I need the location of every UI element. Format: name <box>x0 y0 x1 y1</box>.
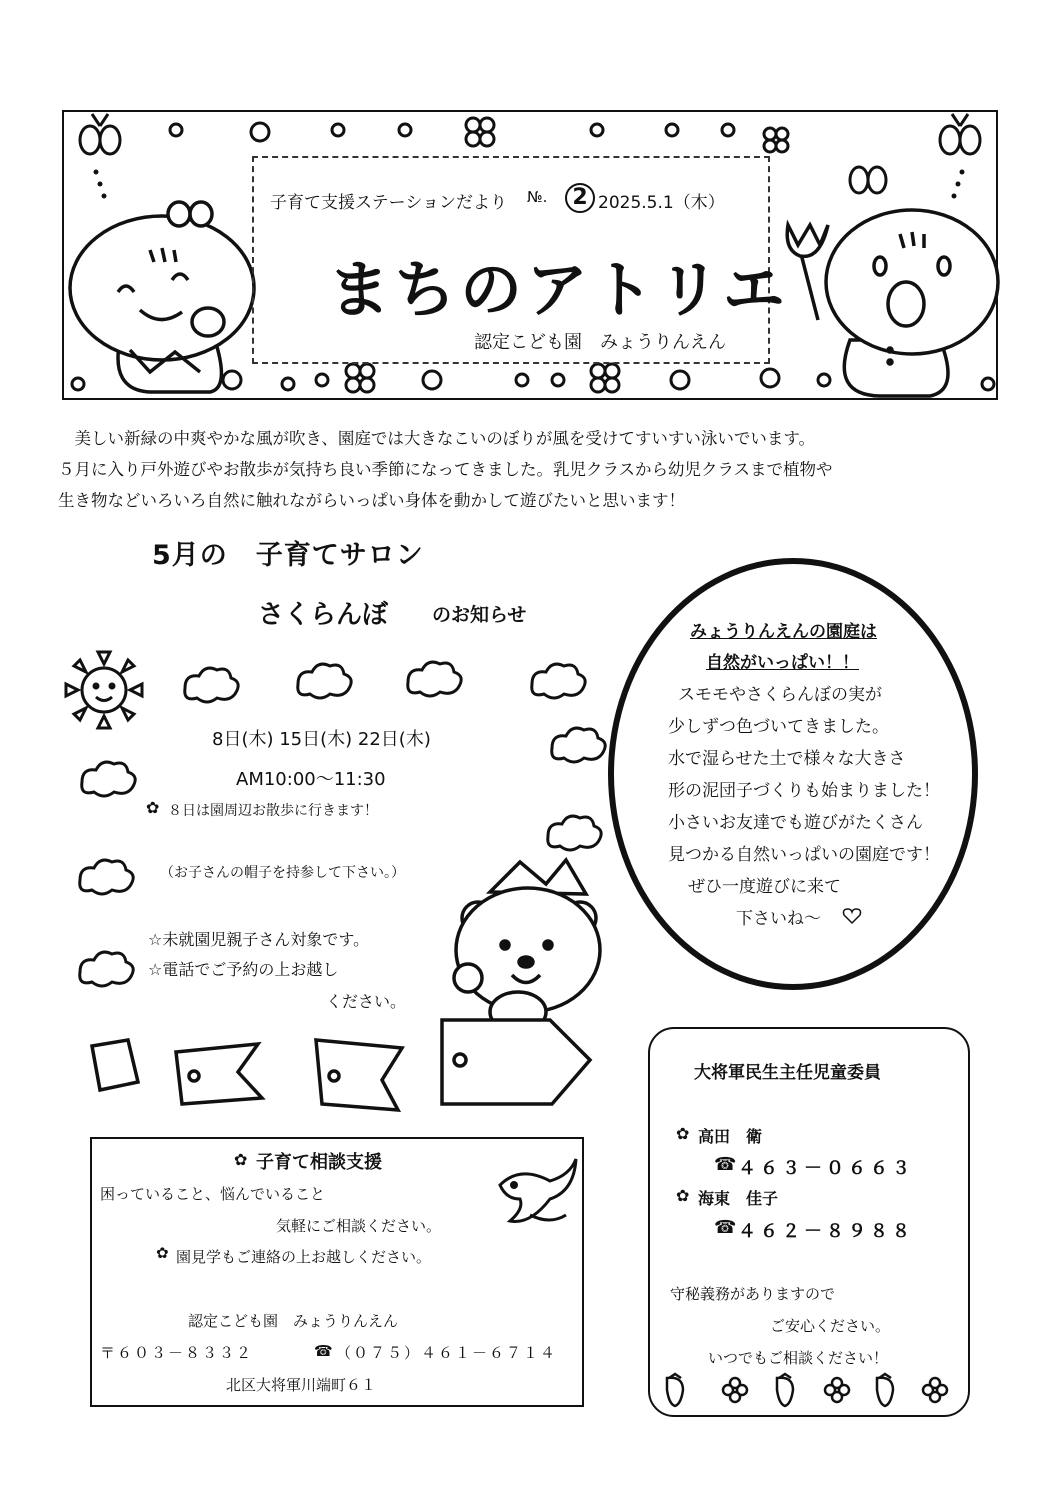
flower-icon: ✿ <box>234 1150 248 1169</box>
newsletter-subtitle: 子育て支援ステーションだより <box>270 193 507 213</box>
publisher-name: 認定こども園 みょうりんえん <box>474 332 726 353</box>
koinobori-illustration <box>92 1020 590 1110</box>
salon-dates: 8日(木) 15日(木) 22日(木) <box>212 729 431 750</box>
salon-notice: のお知らせ <box>432 604 527 626</box>
tel-icon: ☎ <box>714 1217 741 1238</box>
garden-line: ぜひ一度遊びに来て <box>688 877 841 897</box>
flower-icon <box>923 1378 947 1402</box>
member-2-name: 海東 佳子 <box>698 1189 779 1208</box>
garden-line: 小さいお友達でも遊びがたくさん <box>668 813 923 833</box>
cloud-icon <box>80 952 133 986</box>
committee-note-1: 守秘義務がありますので <box>670 1285 836 1303</box>
garden-line: 形の泥団子づくりも始まりました！ <box>668 781 940 801</box>
cloud-icon <box>532 664 585 698</box>
consult-line-3: 園見学もご連絡の上お越しください。 <box>176 1248 432 1266</box>
salon-reserve: ☆電話でご予約の上お越し <box>148 960 339 979</box>
consult-line-1: 困っていること、悩んでいること <box>100 1185 326 1203</box>
bird-illustration <box>490 1145 580 1235</box>
consult-org: 認定こども園 みょうりんえん <box>188 1312 399 1330</box>
cloud-icon <box>298 664 351 698</box>
page-title: まちのアトリエ <box>328 253 789 326</box>
committee-title: 大将軍民生主任児童委員 <box>694 1063 881 1083</box>
consult-line-2: 気軽にご相談ください。 <box>276 1217 442 1235</box>
cloud-icon <box>185 668 238 702</box>
flower-icon <box>825 1378 849 1402</box>
salon-name: さくらんぼ <box>258 600 389 630</box>
garden-line: 下さいね～ <box>736 909 821 929</box>
intro-line-2: ５月に入り戸外遊びやお散歩が気持ち良い季節になってきました。乳児クラスから幼児クラスまで植物や <box>58 460 833 479</box>
member-2-phone: ４６２－８９８８ <box>738 1221 914 1242</box>
garden-line: 見つかる自然いっぱいの園庭です！ <box>668 845 940 865</box>
flower-icon: ✿ <box>676 1186 690 1205</box>
garden-line: スモモやさくらんぼの実が <box>678 685 882 705</box>
garden-heading-2: 自然がいっぱい！！ <box>706 653 859 673</box>
flower-icon <box>723 1378 747 1402</box>
strawberry-icon <box>877 1374 893 1406</box>
consult-postal: 〒６０３－８３３２ <box>100 1344 254 1362</box>
salon-heading: 5月の 子育てサロン <box>152 540 424 571</box>
salon-reserve-cont: ください。 <box>326 992 407 1011</box>
committee-note-3: いつでもご相談ください！ <box>708 1349 889 1367</box>
intro-line-3: 生き物などいろいろ自然に触れながらいっぱい身体を動かして遊びたいと思います！ <box>58 491 685 510</box>
flower-icon: ✿ <box>146 798 160 817</box>
strawberry-icon <box>667 1374 683 1406</box>
consult-tel: （０７５）４６１－６７１４ <box>336 1344 558 1362</box>
cloud-icon <box>408 662 461 696</box>
salon-hat-note: （お子さんの帽子を持参して下さい。） <box>160 865 405 881</box>
issue-date: 2025.5.1（木） <box>598 193 725 213</box>
cloud-icon <box>80 860 133 894</box>
strawberry-icon <box>777 1374 793 1406</box>
member-1-name: 高田 衛 <box>698 1127 763 1146</box>
issue-number-label: №. <box>527 188 548 206</box>
flower-icon: ✿ <box>676 1124 690 1143</box>
committee-note-2: ご安心ください。 <box>770 1317 891 1335</box>
bear-illustration <box>454 860 600 1032</box>
member-1-phone: ４６３－０６６３ <box>738 1158 914 1179</box>
salon-target: ☆未就園児親子さん対象です。 <box>148 930 370 949</box>
strawberry-flower-row <box>655 1370 975 1410</box>
heart-icon <box>842 906 862 926</box>
cloud-icon <box>548 816 601 850</box>
flower-icon: ✿ <box>156 1244 169 1262</box>
consult-title: 子育て相談支援 <box>256 1152 382 1173</box>
cloud-icon <box>82 762 135 796</box>
salon-walk-note: ８日は園周辺お散歩に行きます！ <box>168 803 378 819</box>
salon-time: AM10:00～11:30 <box>236 769 386 790</box>
sun-icon <box>66 652 142 728</box>
tel-icon: ☎ <box>314 1342 333 1360</box>
garden-line: 水で湿らせた土で様々な大きさ <box>668 749 906 769</box>
consult-address: 北区大将軍川端町６１ <box>226 1376 377 1394</box>
cloud-icon <box>552 728 605 762</box>
garden-line: 少しずつ色づいてきました。 <box>668 717 889 737</box>
tel-icon: ☎ <box>714 1154 741 1175</box>
garden-heading-1: みょうりんえんの園庭は <box>690 622 877 642</box>
issue-number: 2 <box>565 183 595 213</box>
intro-line-1: 美しい新緑の中爽やかな風が吹き、園庭では大きなこいのぼりが風を受けてすいすい泳いでいます。 <box>58 429 816 448</box>
